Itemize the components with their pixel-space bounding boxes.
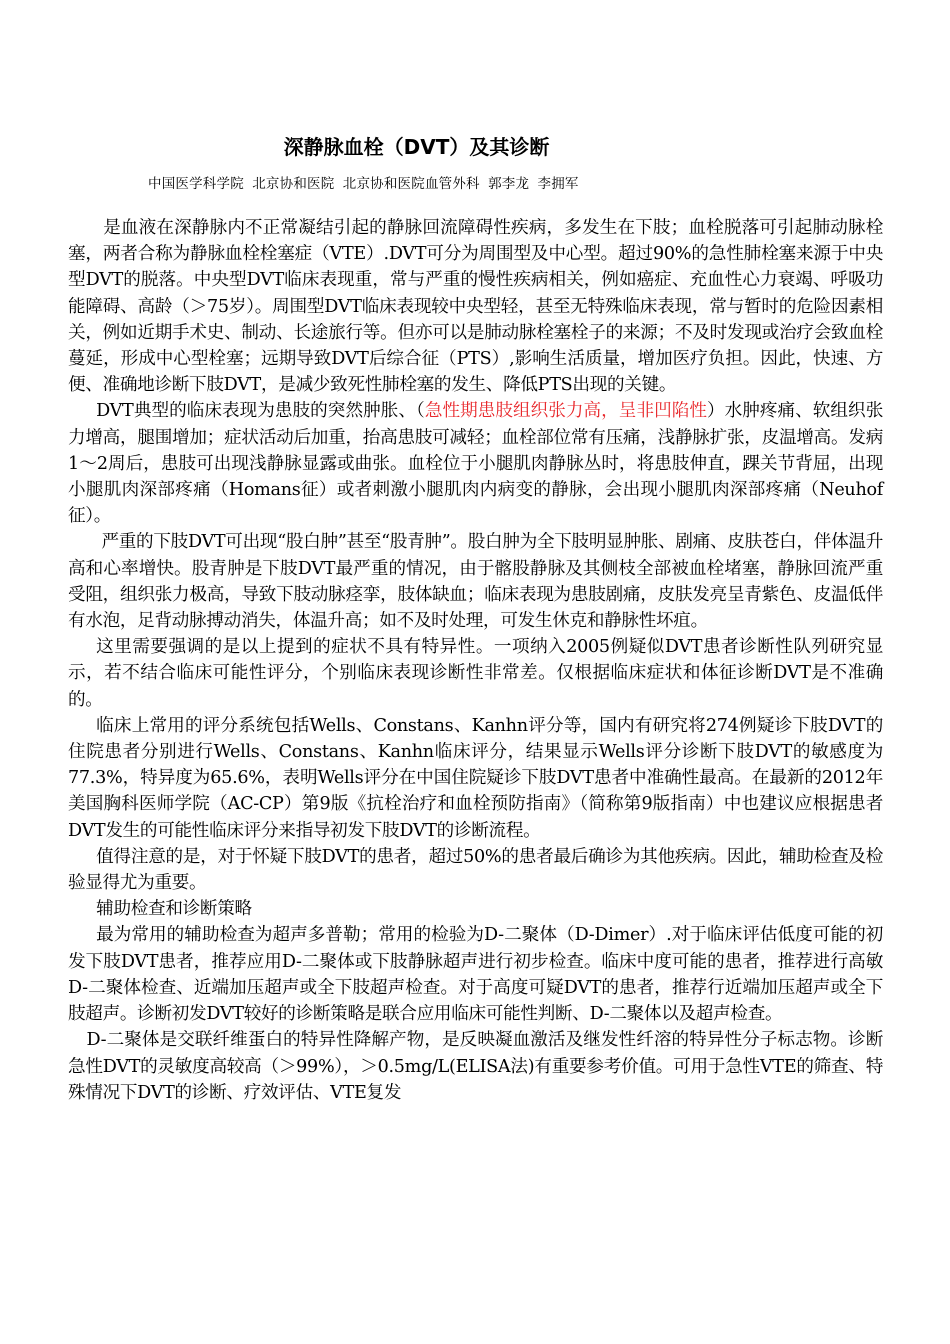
paragraph-text: DVT典型的临床表现为患肢的突然肿胀、（ [96, 401, 425, 422]
paragraph-text: ）水肿疼痛、软组织张力增高，腿围增加；症状活动后加重，抬高患肢可减轻；血栓部位常有压痛，浅静脉扩张，皮温增高。发病1～2周后，患肢可出现浅静脉显露或曲张。血栓位于小腿肌肉静脉丛时，将患肢伸直，踝关节背屈，出现小腿肌肉深部疼痛（Homans征）或者刺激小腿肌肉内病变的静脉，会出现小腿肌肉深部疼痛（Neuhof征）。 [68, 401, 883, 527]
paragraph-diagnostic-strategy: 最为常用的辅助检查为超声多普勒；常用的检验为D-二聚体（D-Dimer）.对于临床评估低度可能的初发下肢DVT患者，推荐应用D-二聚体或下肢静脉超声进行初步检查。临床中度可能的患者，推荐进行高敏D-二聚体检查、近端加压超声或全下肢超声检查。对于高度可疑DVT的患者，推荐行近端加压超声或全下肢超声。诊断初发DVT较好的诊断策略是联合应用临床可能性判断、D-二聚体以及超声检查。 [68, 925, 883, 1025]
paragraph-nonspecific-symptoms: 这里需要强调的是以上提到的症状不具有特异性。一项纳入2005例疑似DVT患者诊断性队列研究显示，若不结合临床可能性评分，个别临床表现诊断性非常差。仅根据临床症状和体征诊断DVT是不准确的。 [68, 637, 883, 710]
paragraph-d-dimer: D-二聚体是交联纤维蛋白的特异性降解产物，是反映凝血激活及继发性纤溶的特异性分子标志物。诊断急性DVT的灵敏度高较高（＞99%），＞0.5mg/L(ELISA法)有重要参考价值。可用于急性VTE的筛查、特殊情况下DVT的诊断、疗效评估、VTE复发 [68, 1030, 883, 1103]
paragraph-scoring-systems: 临床上常用的评分系统包括Wells、Constans、Kanhn评分等，国内有研究将274例疑诊下肢DVT的住院患者分别进行Wells、Constans、Kanhn临床评分，结果显示Wells评分诊断下肢DVT的敏感度为77.3%，特异度为65.6%，表明Wells评分在中国住院疑诊下肢DVT患者中准确性最高。在最新的2012年美国胸科医师学院（AC-CP）第9版《抗栓治疗和血栓预防指南》（简称第9版指南）中也建议应根据患者DVT发生的可能性临床评分来指导初发下肢DVT的诊断流程。 [68, 715, 883, 841]
paragraph-auxiliary-importance: 值得注意的是，对于怀疑下肢DVT的患者，超过50%的患者最后确诊为其他疾病。因此，辅助检查及检验显得尤为重要。 [68, 846, 883, 894]
section-heading: 辅助检查和诊断策略 [96, 899, 252, 920]
paragraph-clinical-presentation [68, 398, 883, 529]
paragraph-definition: 是血液在深静脉内不正常凝结引起的静脉回流障碍性疾病，多发生在下肢；血栓脱落可引起肺动脉栓塞，两者合称为静脉血栓栓塞症（VTE）.DVT可分为周围型及中心型。超过90%的急性肺栓塞来源于中央型DVT的脱落。中央型DVT临床表现重，常与严重的慢性疾病相关，例如癌症、充血性心力衰竭、呼吸功能障碍、高龄（＞75岁）。周围型DVT临床表现较中央型轻，甚至无特殊临床表现，常与暂时的危险因素相关，例如近期手术史、制动、长途旅行等。但亦可以是肺动脉栓塞栓子的来源；不及时发现或治疗会致血栓蔓延，形成中心型栓塞；远期导致DVT后综合征（PTS）,影响生活质量，增加医疗负担。因此，快速、方便、准确地诊断下肢DVT，是减少致死性肺栓塞的发生、降低PTS出现的关键。 [68, 218, 883, 396]
document-title: 深静脉血栓（DVT）及其诊断 [283, 135, 550, 159]
highlighted-text: 急性期患肢组织张力高，呈非凹陷性 [424, 401, 707, 422]
author-line: 中国医学科学院 北京协和医院 北京协和医院血管外科 郭李龙 李拥军 [148, 176, 579, 192]
page-content [68, 130, 883, 1106]
paragraph-severe-dvt: 严重的下肢DVT可出现“股白肿”甚至“股青肿”。股白肿为全下肢明显肿胀、剧痛、皮肤苍白，伴体温升高和心率增快。股青肿是下肢DVT最严重的情况，由于髂股静脉及其侧枝全部被血栓堵塞，静脉回流严重受阻，组织张力极高，导致下肢动脉痉挛，肢体缺血；临床表现为患肢剧痛，皮肤发亮呈青紫色、皮温低伴有水泡，足背动脉搏动消失，体温升高；如不及时处理，可发生休克和静脉性坏疽。 [68, 532, 883, 632]
document-body [68, 215, 883, 1106]
